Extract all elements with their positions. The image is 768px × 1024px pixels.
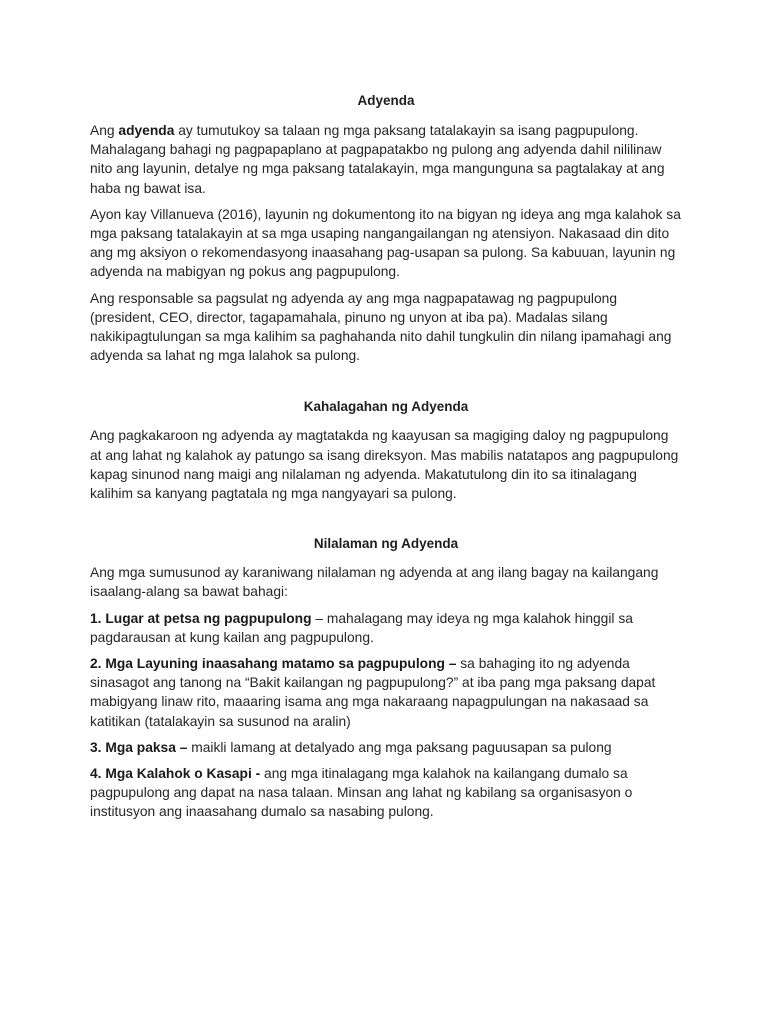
paragraph-villanueva: Ayon kay Villanueva (2016), layunin ng dokumentong ito na bigyan ng ideya ang mga kalahok sa mga paksang tatalakayin at sa mga usaping nangangailangan ng atensiyon. Nakasaad din dito ang mg aksiyon o rekomendasyong inaasahang pag-usapan sa pulong. Sa kabuuan, layunin ng adyenda na mabigyan ng pokus ang pagpupulong. [90,206,681,280]
list-item-layunin [90,654,682,731]
list-item-heading: 2. Mga Layuning inaasahang matamo sa pagpupulong – [90,656,457,672]
paragraph-text: Ang [90,123,119,138]
list-item-text: maikli lamang at detalyado ang mga paksang paguusapan sa pulong [187,739,612,755]
list-item-paksa [90,738,682,757]
list-item-text: sa bahaging ito ng adyenda sinasagot ang tanong na “Bakit kailangan ng pagpupulong?” at iba pang mga paksang dapat mabigyang linaw rito, maaaring isama ang mga nakaraang napagpulungan na nakasaad sa katitikan (tatalakayin sa susunod na aralin) [90,656,656,729]
paragraph-responsable: Ang responsable sa pagsulat ng adyenda ay ang mga nagpapatawag ng pagpupulong (president, CEO, director, tagapamahala, pinuno ng unyon at iba pa). Madalas silang nakikipagtulungan sa mga kalihim sa paghahanda nito dahil tungkulin din nilang ipamahagi ang adyenda sa lahat ng mga lalahok sa pulong. [90,290,672,364]
document-body [90,91,682,822]
section-title-nilalaman: Nilalaman ng Adyenda [313,536,459,552]
paragraph-definition [90,121,682,198]
bold-term: adyenda [118,123,175,138]
list-item-heading: 3. Mga paksa – [90,739,188,755]
list-item-heading: 1. Lugar at petsa ng pagpupulong [90,610,312,626]
list-item-text: – mahalagang may ideya ng mga kalahok hinggil sa pagdarausan at kung kailan ang pagpupulong. [90,610,633,645]
section-title-kahalagahan: Kahalagahan ng Adyenda [303,399,469,415]
list-item-text: ang mga itinalagang mga kalahok na kailangang dumalo sa pagpupulong ang dapat na nasa talaan. Minsan ang lahat ng kabilang sa organisasyon o institusyon ang inaasahang dumalo sa nasabing pulong. [90,766,633,820]
paragraph-text: ay tumutukoy sa talaan ng mga paksang tatalakayin sa isang pagpupulong. Mahalagang bahagi ng pagpapaplano at pagpapatakbo ng pulong ang adyenda dahil nililinaw nito ang layunin, detalye ng mga paksang tatalakayin, mga mangunguna sa pagtalakay at ang haba ng bawat isa. [90,123,665,196]
section-title-adyenda: Adyenda [357,93,415,108]
list-item-kalahok [90,764,682,822]
paragraph-kahalagahan: Ang pagkakaroon ng adyenda ay magtatakda ng kaayusan sa magiging daloy ng pagpupulong at ang lahat ng kalahok ay patungo sa isang direksyon. Mas mabilis natatapos ang pagpupulong kapag sinunod nang maigi ang nilalaman ng adyenda. Makatutulong din ito sa itinalagang kalihim sa kanyang pagtatala ng mga nangyayari sa pulong. [90,428,679,502]
list-item-heading: 4. Mga Kalahok o Kasapi - [90,766,261,782]
paragraph-nilalaman-intro: Ang mga sumusunod ay karaniwang nilalaman ng adyenda at ang ilang bagay na kailangang isaalang-alang sa bawat bahagi: [90,565,659,600]
list-item-lugar-petsa [90,609,682,647]
